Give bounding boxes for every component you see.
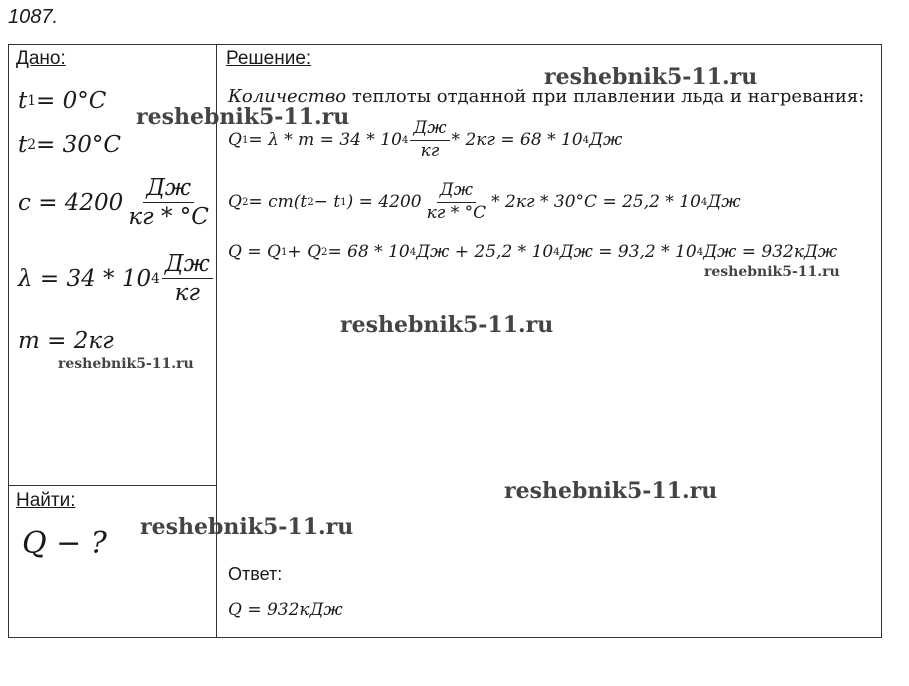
solution-header: Решение: — [226, 48, 312, 69]
watermark: reshebnik5-11.ru — [504, 478, 718, 504]
find-expression: Q − ? — [22, 526, 107, 561]
watermark: reshebnik5-11.ru — [140, 514, 354, 540]
equation-q1: Q 1 = λ * m = 34 * 10 4 $\frac{Дж}{кг}$ * 2кг = 68 * 10 4 Дж — [228, 118, 623, 161]
answer-value: Q = 932кДж — [228, 600, 343, 620]
watermark: reshebnik5-11.ru — [544, 64, 758, 90]
given-t2: t 2 = 30°C — [18, 132, 121, 158]
column-divider — [216, 44, 217, 638]
given-lambda: λ = 34 * 10 4 $\frac{Дж}{кг}$ — [18, 252, 215, 305]
given-m: m = 2кг — [18, 328, 114, 354]
watermark: reshebnik5-11.ru — [58, 356, 194, 372]
equation-q-total: Q = Q 1 + Q 2 = 68 * 10 4 Дж + 25,2 * 10 4 Дж = 93,2 * 10 4 Дж = 932кДж — [228, 242, 838, 262]
given-find-divider — [8, 485, 216, 486]
watermark: reshebnik5-11.ru — [340, 312, 554, 338]
equation-q2: Q 2 = cm(t 2 − t 1 ) = 4200 $\frac{Дж}{кг * ^\circ C}$ * 2кг * 30°C = 25,2 * 10 4 Дж — [228, 180, 741, 223]
answer-label: Ответ: — [228, 564, 283, 584]
problem-number: 1087. — [8, 6, 59, 28]
find-header: Найти: — [16, 490, 76, 511]
given-header: Дано: — [16, 48, 66, 69]
watermark: reshebnik5-11.ru — [704, 264, 840, 280]
given-c: c = 4200 $\frac{Дж}{кг * ^\circ C}$ — [18, 175, 209, 231]
watermark: reshebnik5-11.ru — [136, 104, 350, 130]
solution-intro: Количество теплоты отданной при плавлении льда и нагревания: — [228, 86, 865, 107]
given-t1: t 1 = 0°C — [18, 88, 107, 114]
